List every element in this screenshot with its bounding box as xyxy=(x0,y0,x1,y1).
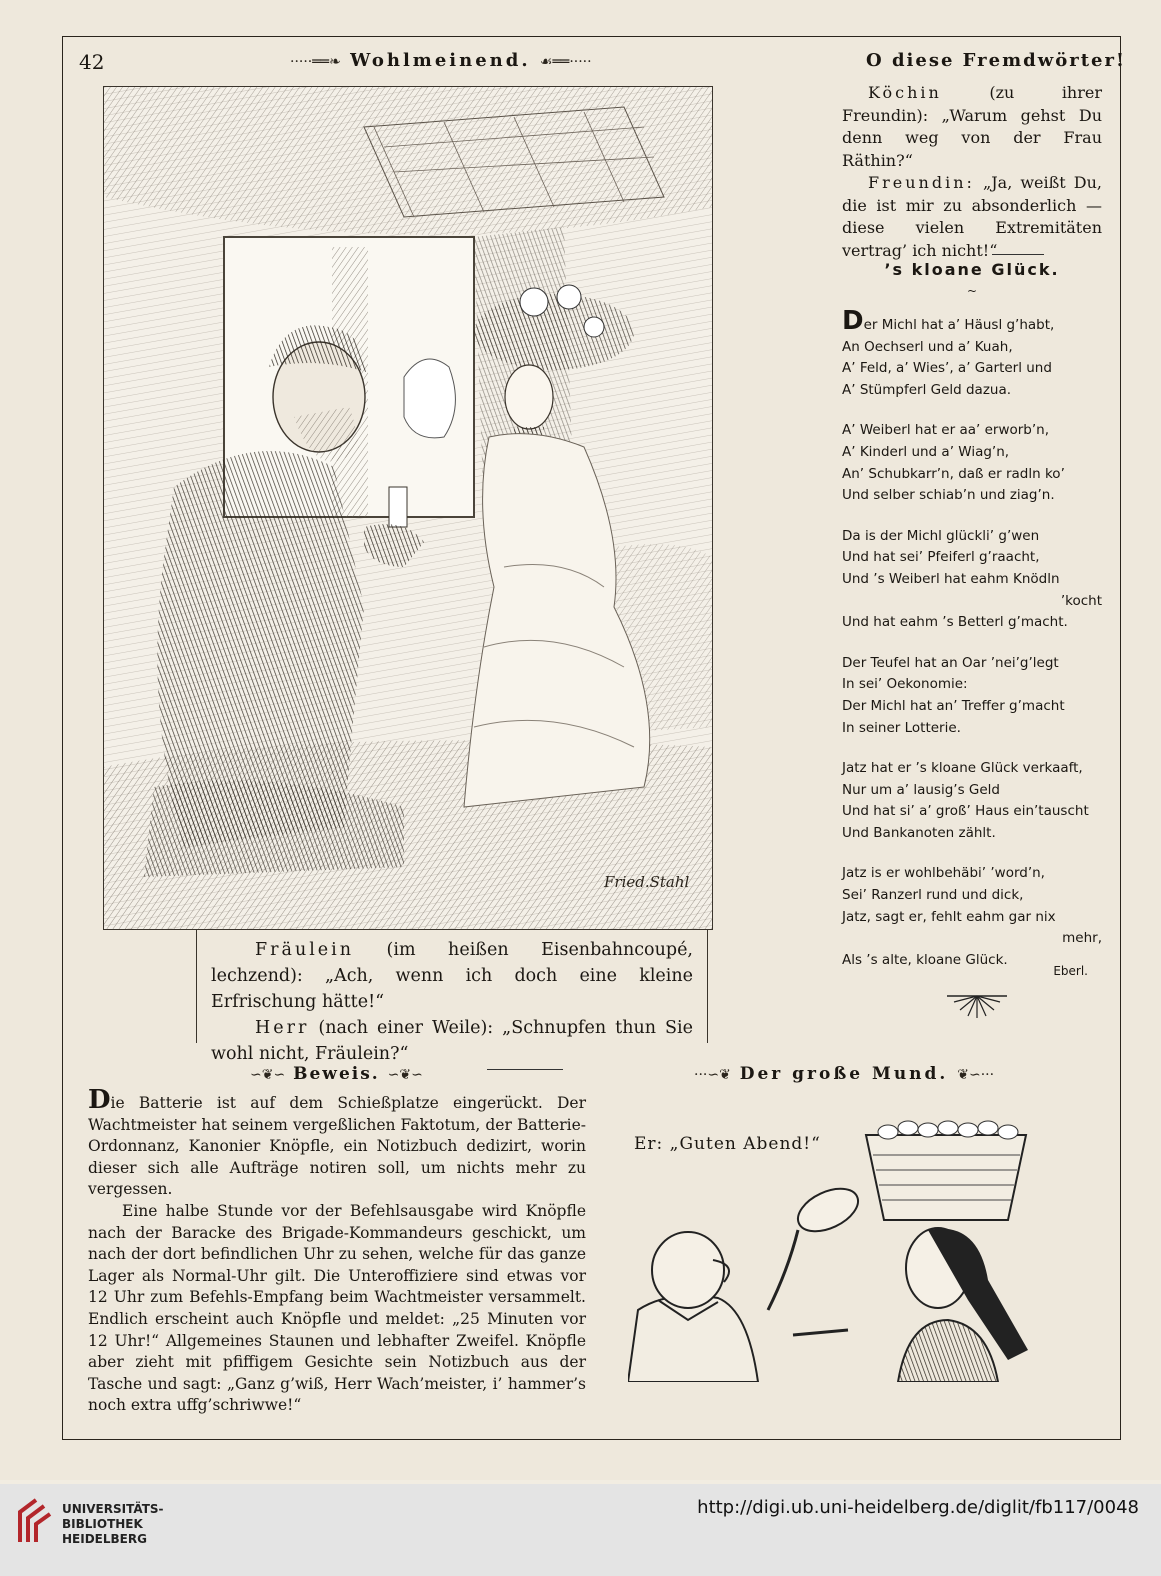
engraving-drawing xyxy=(104,87,712,929)
poem-line-text: Der Michl hat an’ Treffer g’macht xyxy=(842,697,1065,714)
poem-line-text: Und hat sei’ Pfeiferl g’raacht, xyxy=(842,549,1040,566)
caption-line-2 xyxy=(211,1015,693,1067)
beweis-p1 xyxy=(88,1085,586,1201)
poem-stanza xyxy=(842,863,1102,971)
mund-heading xyxy=(694,1064,994,1084)
ornament-left: ∽❦∽ xyxy=(250,1067,286,1083)
poem-line xyxy=(842,758,1102,780)
poem-stanza xyxy=(842,758,1102,844)
poem-line xyxy=(842,780,1102,802)
poem-line xyxy=(842,442,1102,464)
beweis-text xyxy=(88,1085,586,1417)
mund-cartoon xyxy=(628,1120,1034,1382)
poem-title-ornament: ~ xyxy=(966,284,978,298)
poem-line-text: A’ Weiberl hat er aa’ erworb’n, xyxy=(842,422,1050,439)
artist-signature: Fried.Stahl xyxy=(604,873,690,891)
sunburst-ornament xyxy=(942,988,1012,1022)
poem-line-text: Da is der Michl glückli’ g’wen xyxy=(842,527,1040,544)
poem-line-text: A’ Stümpferl Geld dazua. xyxy=(842,381,1012,398)
logo-line-2: BIBLIOTHEK xyxy=(62,1517,143,1531)
poem-line xyxy=(842,612,1102,634)
fremdwoerter-speaker-2: Freundin: xyxy=(868,173,975,192)
poem-line xyxy=(842,547,1102,569)
poem-line-text: Der Teufel hat an Oar ’nei’g’legt xyxy=(842,654,1059,671)
center-header xyxy=(290,50,592,71)
poem-line-text: er Michl hat a’ Häusl g’habt, xyxy=(863,317,1055,333)
poem-stanza xyxy=(842,420,1102,506)
poem-line xyxy=(842,823,1102,845)
ornament-right: ☙══····· xyxy=(539,54,592,70)
poem-stanza xyxy=(842,306,1102,401)
illustration-caption xyxy=(196,929,708,1064)
poem-dropcap: D xyxy=(842,306,864,336)
poem-line-text: Jatz is er wohlbehäbi’ ’word’n, xyxy=(842,865,1045,882)
poem-line-text: In seiner Lotterie. xyxy=(842,719,961,736)
poem-line-text: An Oechserl und a’ Kuah, xyxy=(842,338,1013,355)
caption-text-2: (nach einer Weile): „Schnupfen thun Sie wohl nicht, Fräulein?“ xyxy=(211,1018,693,1064)
fremdwoerter-p2 xyxy=(842,172,1102,262)
poem-body xyxy=(842,306,1102,990)
poem-line xyxy=(842,358,1102,380)
caption-rule xyxy=(487,1069,563,1070)
fremdwoerter-text-2: „Ja, weißt Du, die ist mir zu absonderlich — diese vielen Extremitäten vertrag’ ich nicht!“ xyxy=(842,173,1102,260)
poem-line-text: Jatz, sagt er, fehlt eahm gar nix xyxy=(842,908,1056,925)
poem-line-text: Und hat eahm ’s Betterl g’macht. xyxy=(842,614,1068,631)
poem-line xyxy=(842,485,1102,507)
poem-line-text: In sei’ Oekonomie: xyxy=(842,676,968,693)
fremdwoerter-speaker-1: Köchin xyxy=(868,83,942,102)
poem-line xyxy=(842,863,1102,885)
poem-line-text: Und hat si’ a’ groß’ Haus ein’tauscht xyxy=(842,803,1089,820)
logo-line-3: HEIDELBERG xyxy=(62,1532,147,1546)
caption-line-1 xyxy=(211,937,693,1015)
beweis-title: Beweis. xyxy=(293,1064,380,1084)
beweis-p2: Eine halbe Stunde vor der Befehlsausgabe wird Knöpfle nach der Baracke des Brigade-Kommandeurs geschickt, um nach der dort befindlichen Uhr zu sehen, welche für das ganze Lager als Normal-Uhr gilt. Die Unteroffiziere sind etwas vor 12 Uhr zum Befehls-Empfang beim Wachtmeister versammelt. Endlich erscheint auch Knöpfle und meldet: „25 Minuten vor 12 Uhr!“ Allgemeines Staunen und lebhafter Zweifel. Knöpfle aber zieht mit pfiffigem Gesichte sein Notizbuch aus der Tasche und sagt: „Ganz g’wiß, Herr Wach’meister, i’ hammer’s noch extra uffg’schriwwe!“ xyxy=(88,1201,586,1415)
poem-line xyxy=(842,653,1102,675)
poem-line xyxy=(842,526,1102,548)
mund-title: Der große Mund. xyxy=(739,1064,949,1084)
poem-line-text: ’kocht xyxy=(1060,592,1102,609)
center-title: Wohlmeinend. xyxy=(350,50,531,71)
poem-line xyxy=(842,306,1102,337)
library-logo-icon xyxy=(14,1498,54,1544)
poem-line-text: Und ’s Weiberl hat eahm Knödln xyxy=(842,570,1060,587)
train-compartment-illustration xyxy=(103,86,713,930)
beweis-heading xyxy=(250,1064,423,1084)
poem-line-text: A’ Kinderl und a’ Wiag’n, xyxy=(842,443,1010,460)
right-title: O diese Fremdwörter! xyxy=(866,50,1126,71)
poem-line xyxy=(842,696,1102,718)
beweis-p1-text: ie Batterie ist auf dem Schießplatze eingerückt. Der Wachtmeister hat seinem vergeßlichen Faktotum, der Batterie-Ordonnanz, Kanonier Knöpfle, ein Notizbuch dedizirt, worin dieser sich alle Aufträge notiren soll, um nichts mehr zu vergessen. xyxy=(88,1094,586,1199)
poem-line-text: Und Bankanoten zählt. xyxy=(842,824,996,841)
poem-line xyxy=(842,885,1102,907)
fremdwoerter-p1 xyxy=(842,82,1102,172)
poem-line xyxy=(842,928,1102,950)
poem-line-text: A’ Feld, a’ Wies’, a’ Garterl und xyxy=(842,360,1052,377)
poem-line xyxy=(842,907,1102,929)
poem-line-text: Jatz hat er ’s kloane Glück verkaaft, xyxy=(842,760,1083,777)
ornament-left: ···∽❦ xyxy=(694,1067,731,1083)
poem-line xyxy=(842,464,1102,486)
poem-line xyxy=(842,569,1102,591)
fremdwoerter-text-1: (zu ihrer Freundin): „Warum gehst Du denn weg von der Frau Räthin?“ xyxy=(842,83,1102,170)
poem-line xyxy=(842,420,1102,442)
beweis-dropcap: D xyxy=(88,1085,111,1115)
poem-line-text: An’ Schubkarr’n, daß er radln ko’ xyxy=(842,465,1065,482)
poem-line xyxy=(842,337,1102,359)
ornament-left: ·····══❧ xyxy=(290,54,341,70)
poem-line xyxy=(842,801,1102,823)
source-url[interactable]: http://digi.ub.uni-heidelberg.de/diglit/fb117/0048 xyxy=(697,1497,1139,1518)
library-logo-text xyxy=(62,1502,164,1547)
caption-text-1: (im heißen Eisenbahncoupé, lechzend): „Ach, wenn ich doch eine kleine Erfrischung hätte!“ xyxy=(211,940,693,1012)
poem-line-text: Und selber schiab’n und ziag’n. xyxy=(842,487,1055,504)
poem-line xyxy=(842,591,1102,613)
caption-speaker-1: Fräulein xyxy=(255,940,355,960)
mund-speech: Er: „Guten Abend!“ xyxy=(634,1134,821,1154)
poem-line-text: Sei’ Ranzerl rund und dick, xyxy=(842,887,1024,904)
page-number: 42 xyxy=(79,50,105,74)
poem-author: Eberl. xyxy=(1053,964,1088,978)
poem-line xyxy=(842,718,1102,740)
fremdwoerter-text xyxy=(842,82,1102,260)
logo-line-1: UNIVERSITÄTS- xyxy=(62,1502,164,1516)
poem-stanza xyxy=(842,526,1102,634)
poem-line xyxy=(842,674,1102,696)
fremdwoerter-rule xyxy=(992,254,1044,255)
poem-line-text: Als ’s alte, kloane Glück. xyxy=(842,951,1008,968)
caption-speaker-2: Herr xyxy=(255,1018,310,1038)
poem-title: ’s kloane Glück. xyxy=(884,260,1060,279)
ornament-right: ∽❦∽ xyxy=(387,1067,423,1083)
poem-stanza xyxy=(842,653,1102,739)
poem-line-text: mehr, xyxy=(1062,930,1102,947)
ornament-right: ❦∽··· xyxy=(957,1067,995,1083)
poem-line-text: Nur um a’ lausig’s Geld xyxy=(842,781,1000,798)
poem-line xyxy=(842,380,1102,402)
